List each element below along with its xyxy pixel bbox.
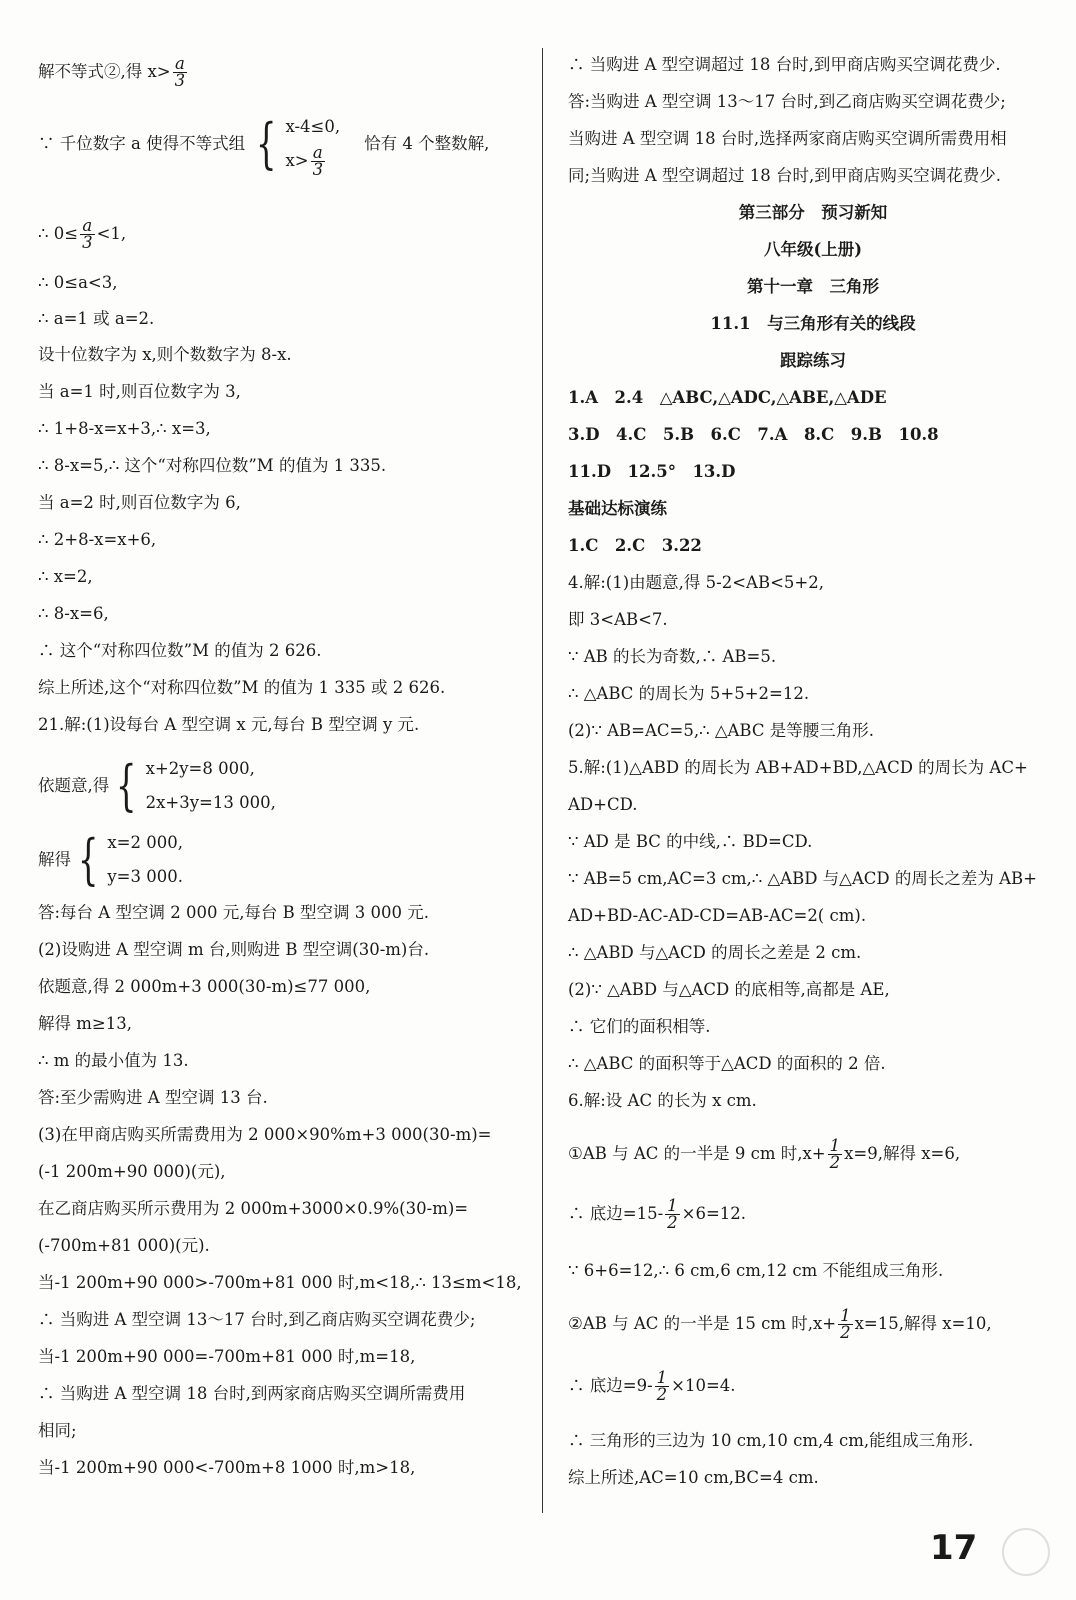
answer-line: 11.D 12.5° 13.D [568, 462, 736, 481]
inequality-system: { x-4≤0, x> $\frac{a}{3}$ [255, 112, 341, 179]
text-line: 当 a=2 时,则百位数字为 6, [38, 493, 241, 512]
text-line: AD+BD-AC-AD-CD=AB-AC=2( cm). [568, 906, 867, 925]
text-line: 综上所述,这个“对称四位数”M 的值为 1 335 或 2 626. [38, 678, 446, 697]
text-line: 当-1 200m+90 000=-700m+81 000 时,m=18, [38, 1347, 416, 1366]
text-line: 解得 m≥13, [38, 1014, 132, 1033]
page-number: 17 [930, 1528, 978, 1568]
brace: { [255, 112, 277, 175]
answer-line: 1.A 2.4 △ABC,△ADC,△ABE,△ADE [568, 388, 887, 407]
text-line: ∴ m 的最小值为 13. [38, 1051, 189, 1070]
answer-line: 3.D 4.C 5.B 6.C 7.A 8.C 9.B 10.8 [568, 425, 939, 444]
text-line: 当-1 200m+90 000>-700m+81 000 时,m<18,∴ 13≤m<18, [38, 1273, 522, 1292]
text-line: ∴ 2+8-x=x+6, [38, 530, 157, 549]
text-line: ∴ 三角形的三边为 10 cm,10 cm,4 cm,能组成三角形. [568, 1431, 974, 1450]
text-line: (-1 200m+90 000)(元), [38, 1162, 226, 1181]
text-line: ∴ 8-x=6, [38, 604, 109, 623]
text-line: ∴ 8-x=5,∴ 这个“对称四位数”M 的值为 1 335. [38, 456, 387, 475]
text-line: ∴ 它们的面积相等. [568, 1017, 711, 1036]
watermark-logo [1002, 1528, 1050, 1576]
volume-heading: 八年级(上册) [763, 240, 863, 259]
text-line: 同;当购进 A 型空调超过 18 台时,到甲商店购买空调花费少. [568, 166, 1001, 185]
answer-line: 1.C 2.C 3.22 [568, 536, 702, 555]
text-line: ∴ 1+8-x=x+3,∴ x=3, [38, 419, 211, 438]
text-line: ①AB 与 AC 的一半是 9 cm 时,x+ $\frac{1}{2}$ x=9,解得 x=6, [568, 1136, 961, 1172]
text-line: ∴ △ABC 的面积等于△ACD 的面积的 2 倍. [568, 1054, 886, 1073]
text-line: 5.解:(1)△ABD 的周长为 AB+AD+BD,△ACD 的周长为 AC+ [568, 758, 1028, 777]
text-line: (3)在甲商店购买所需费用为 2 000×90%m+3 000(30-m)= [38, 1125, 492, 1144]
text-line: 依题意,得 { x+2y=8 000, 2x+3y=13 000, [38, 752, 276, 820]
text-line: 当购进 A 型空调 18 台时,选择两家商店购买空调所需费用相 [568, 129, 1007, 148]
text-line: 6.解:设 AC 的长为 x cm. [568, 1091, 757, 1110]
text-line: 答:当购进 A 型空调 13～17 台时,到乙商店购买空调花费少; [568, 92, 1006, 111]
text-line: 相同; [38, 1421, 77, 1440]
text-line: ∴ 这个“对称四位数”M 的值为 2 626. [38, 641, 322, 660]
text-line: ∴ 底边=9- $\frac{1}{2}$ ×10=4. [568, 1368, 736, 1404]
text-line: 在乙商店购买所示费用为 2 000m+3000×0.9%(30-m)= [38, 1199, 469, 1218]
text-line: ∴ △ABD 与△ACD 的周长之差是 2 cm. [568, 943, 862, 962]
solution-system: { x=2 000, y=3 000. [77, 828, 183, 891]
section-heading: 11.1 与三角形有关的线段 [710, 314, 916, 333]
equation-system: { x+2y=8 000, 2x+3y=13 000, [116, 754, 276, 817]
text-line: 4.解:(1)由题意,得 5-2<AB<5+2, [568, 573, 824, 592]
text-line: 即 3<AB<7. [568, 610, 668, 629]
chapter-heading: 第十一章 三角形 [747, 277, 879, 296]
subsection-heading: 跟踪练习 [780, 351, 846, 370]
text-line: 当 a=1 时,则百位数字为 3, [38, 382, 241, 401]
text-line: AD+CD. [568, 795, 638, 814]
text-line: ∴ △ABC 的周长为 5+5+2=12. [568, 684, 810, 703]
text-line: ∴ x=2, [38, 567, 93, 586]
text-line: ∴ 当购进 A 型空调 13～17 台时,到乙商店购买空调花费少; [38, 1310, 476, 1329]
text-line: ∵ AD 是 BC 的中线,∴ BD=CD. [568, 832, 813, 851]
text-line: ∴ 0≤a<3, [38, 273, 118, 292]
text-line: 设十位数字为 x,则个数数字为 8-x. [38, 345, 292, 364]
subsection-heading: 基础达标演练 [568, 499, 667, 518]
text-line: ∴ 当购进 A 型空调 18 台时,到两家商店购买空调所需费用 [38, 1384, 466, 1403]
text-line: 解不等式②,得 x> $\frac{a}{3}$ [38, 54, 186, 90]
fraction: $\frac{a}{3}$ [174, 54, 186, 90]
text-line: ∵ AB 的长为奇数,∴ AB=5. [568, 647, 777, 666]
text-line: (-700m+81 000)(元). [38, 1236, 210, 1255]
part-heading: 第三部分 预习新知 [738, 203, 888, 222]
text-line: ∵ AB=5 cm,AC=3 cm,∴ △ABD 与△ACD 的周长之差为 AB+ [568, 869, 1037, 888]
text-line: ∵ 6+6=12,∴ 6 cm,6 cm,12 cm 不能组成三角形. [568, 1261, 944, 1280]
text-line: ②AB 与 AC 的一半是 15 cm 时,x+ $\frac{1}{2}$ x=15,解得 x=10, [568, 1306, 992, 1342]
text-line: ∵ 千位数字 a 使得不等式组 { x-4≤0, x> $\frac{a}{3}$ 恰有 4 个整数解, [38, 112, 490, 179]
text-line: 21.解:(1)设每台 A 型空调 x 元,每台 B 型空调 y 元. [38, 715, 420, 734]
text-line: 综上所述,AC=10 cm,BC=4 cm. [568, 1468, 819, 1487]
text-line: 答:至少需购进 A 型空调 13 台. [38, 1088, 268, 1107]
column-divider [542, 48, 543, 1513]
text-line: (2)∵ AB=AC=5,∴ △ABC 是等腰三角形. [568, 721, 874, 740]
text-line: (2)设购进 A 型空调 m 台,则购进 B 型空调(30-m)台. [38, 940, 430, 959]
text-line: ∴ a=1 或 a=2. [38, 309, 155, 328]
text-line: 解得 { x=2 000, y=3 000. [38, 826, 183, 894]
text-line: 当-1 200m+90 000<-700m+8 1000 时,m>18, [38, 1458, 416, 1477]
text-line: 依题意,得 2 000m+3 000(30-m)≤77 000, [38, 977, 371, 996]
text-line: 答:每台 A 型空调 2 000 元,每台 B 型空调 3 000 元. [38, 903, 430, 922]
text-line: ∴ 底边=15- $\frac{1}{2}$ ×6=12. [568, 1196, 747, 1232]
text-line: ∴ 当购进 A 型空调超过 18 台时,到甲商店购买空调花费少. [568, 55, 1001, 74]
text-line: ∴ 0≤ $\frac{a}{3}$ <1, [38, 216, 127, 252]
text-line: (2)∵ △ABD 与△ACD 的底相等,高都是 AE, [568, 980, 890, 999]
